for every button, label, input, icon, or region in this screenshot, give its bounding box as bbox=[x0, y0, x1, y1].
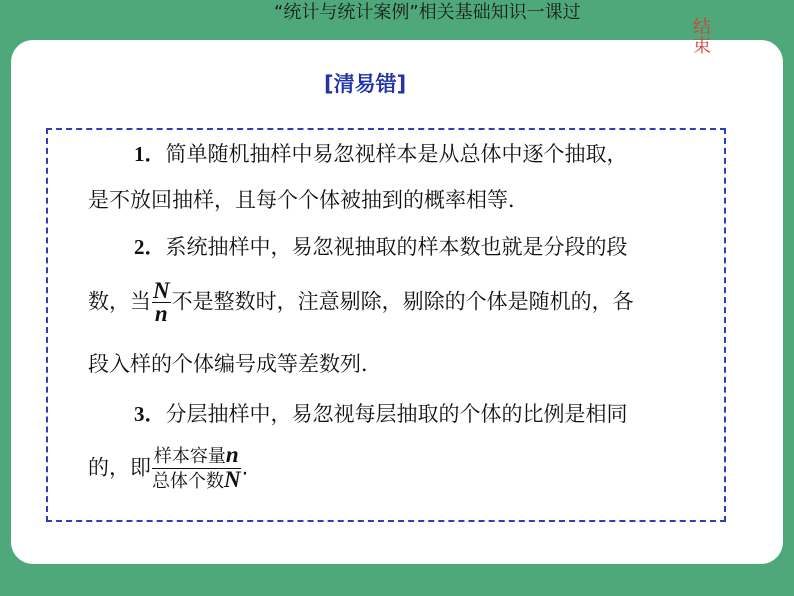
item-number: 1． bbox=[134, 142, 166, 166]
item-2-line2 bbox=[88, 280, 718, 325]
item-2-line3: 段入样的个体编号成等差数列． bbox=[88, 352, 382, 376]
numerator-text: 样本容量 bbox=[153, 446, 226, 467]
item-1 bbox=[88, 142, 718, 166]
page-title: “统计与统计案例”相关基础知识一课过 bbox=[274, 2, 581, 23]
section-title: [清易错] bbox=[324, 72, 407, 96]
item-text: . bbox=[241, 455, 249, 480]
item-text: 系统抽样中，易忽视抽取的样本数也就是分段的段 bbox=[165, 235, 628, 259]
item-number: 2． bbox=[134, 235, 166, 259]
fraction-denominator: n bbox=[154, 301, 168, 326]
item-text: 数，当 bbox=[88, 289, 151, 314]
fraction-n-over-n bbox=[152, 280, 171, 325]
item-text: 分层抽样中，易忽视每层抽取的个体的比例是相同 bbox=[165, 402, 628, 426]
item-2 bbox=[88, 235, 718, 259]
item-3-line2 bbox=[88, 444, 718, 493]
item-text: 的，即 bbox=[88, 455, 151, 480]
denominator-var: N bbox=[224, 467, 241, 492]
content-box bbox=[46, 128, 726, 522]
fraction-denominator bbox=[152, 469, 241, 493]
end-button[interactable]: 结束 bbox=[693, 17, 711, 57]
fraction-numerator: N bbox=[153, 278, 170, 303]
item-1-line2: 是不放回抽样，且每个个体被抽到的概率相等． bbox=[88, 188, 529, 212]
item-text: 不是整数时，注意剔除，剔除的个体是随机的，各 bbox=[171, 289, 634, 314]
numerator-var: n bbox=[225, 442, 239, 467]
fraction-numerator bbox=[152, 444, 241, 469]
fraction-sample-ratio bbox=[152, 444, 241, 493]
item-3 bbox=[88, 402, 718, 426]
denominator-text: 总体个数 bbox=[152, 471, 224, 492]
item-number: 3． bbox=[134, 402, 166, 426]
item-text: 简单随机抽样中易忽视样本是从总体中逐个抽取， bbox=[165, 142, 628, 166]
